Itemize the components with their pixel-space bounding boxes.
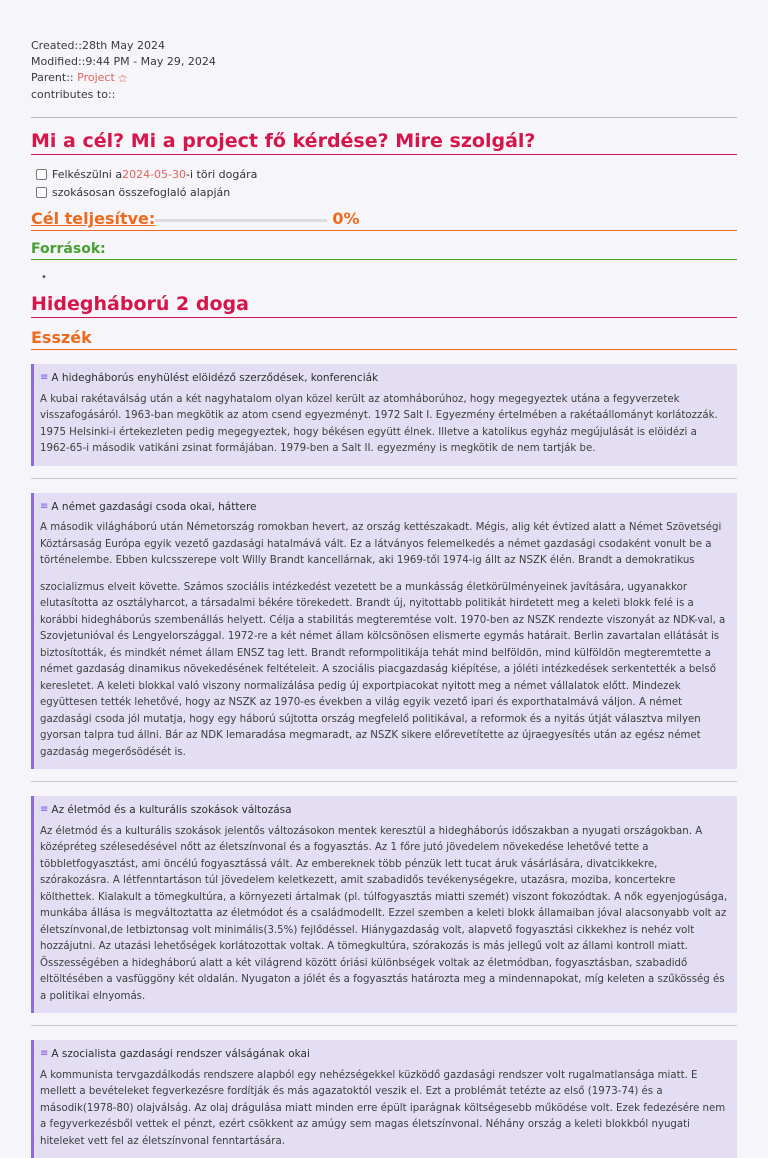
bullet-item: •: [41, 272, 47, 283]
callout-body-continued: szocializmus elveit követte. Számos szociális intézkedést vezetett be a munkásság életkörülményeinek javítására, ugyanakkor elutasította az osztályharcot, a társadalmi békére törekedett. Brandt új, nyitottabb politikát hirdetett meg a keleti blokk felé is a korábbi hidegháborús szembenállás helyett. Célja a stabilitás megteremtése volt. 1970-ben az NSZK rendezte viszonyát az NDK-val, a Szovjetunióval és Lengyelországgal. 1972-re a két német állam kölcsönösen elismerte egymás határait. Berlin zavartalan ellátását is biztosították, és mindkét német állam ENSZ tag lett. Brandt reformpolitikája tehát mind belföldön, mind külföldön megteremtette a német gazdaság dinamikus növekedésének feltételeit. A szociális piacgazdaság kiépítése, a jóléti intézkedések serkentették a belső keresletet. A keleti blokkal való viszony normalizálása pedig új exportpiacokat nyitott meg a német vállalatok előtt. Mindezek együttesen tették lehetővé, hogy az NSZK az 1970-es években a világ egyik vezető ipari és exporthatalmává váljon. A német gazdasági csoda jól mutatja, hogy egy háború sújtotta ország megfelelő politikával, a reformok és a nyitás útját választva milyen gyorsan talpra tud állni. Bár az NDK lemaradása megmaradt, az NSZK sikere előrevetítette az újraegyesítés után az egész német gazdaság megerősödését is.: [40, 581, 726, 758]
callout-title: A német gazdasági csoda okai, háttere: [51, 500, 257, 513]
list-icon: ≡: [40, 804, 49, 815]
date-link[interactable]: 2024-05-30: [122, 167, 187, 181]
sources-heading: Források:: [31, 241, 737, 260]
callout-body: A kommunista tervgazdálkodás rendszere alapból egy nehézségekkel küzködő gazdasági rendszer volt rugalmatlansága miatt. E mellett a bevételeket fegverkezésre fordítják és más agazatoktól veszik el. Ezt a problémát tetézte az első (1973-74) és a második(1978-80) olajválság. Az olaj drágulása miatt minden erre épült iparágnak költségesebb működése volt. Ezek fedezésére nem a fegyverkezésből vettek el pénzt, ezért csökkent az amúgy sem magas életszínvonal. Néhány ország a keleti blokkból nyugati hiteleket vett fel az életszínvonal fenntartására.: [40, 1069, 726, 1147]
divider: [31, 478, 737, 479]
task-item: Felkészülni a 2024-05-30 -i töri dogára: [36, 165, 737, 183]
callout-essay-4: [31, 1040, 737, 1158]
goal-heading: Mi a cél? Mi a project fő kérdése? Mire szolgál?: [31, 118, 737, 155]
task-list: [36, 165, 737, 201]
doc-title: Hidegháború 2 doga: [31, 293, 737, 318]
task-checkbox[interactable]: [36, 187, 47, 198]
task-checkbox[interactable]: [36, 169, 47, 180]
essays-heading: Esszék: [31, 328, 737, 350]
callout-essay-2: [31, 493, 737, 770]
created-field: Created::28th May 2024: [31, 39, 165, 52]
callout-essay-3: [31, 796, 737, 1013]
progress-value: 0%: [332, 209, 360, 228]
callout-title: A szocialista gazdasági rendszer válságának okai: [51, 1048, 310, 1060]
divider: [31, 781, 737, 782]
link-icon[interactable]: ⚝: [118, 74, 128, 84]
list-icon: ≡: [40, 1048, 49, 1059]
list-icon: ≡: [40, 372, 49, 383]
contributes-field: contributes to::: [31, 88, 116, 101]
callout-body: A kubai rakétaválság után a két nagyhatalom olyan közel került az atomháborúhoz, hogy megegyeztek utána a fegyverzetek visszafogásáról. 1963-ban megkötik az atom csend egyezményt. 1972 Salt I. Egyezmény értelmében a rakétaállományt korlátozzák. 1975 Helsinki-i értekezleten pedig megegyeztek, hogy békésen együtt élnek. Illetve a katolikus egyház megújulását is elöidézi a 1962-65-i második vatikáni zsinat formájában. 1979-ben a Salt II. egyezmény is megkötik de nem tartják be.: [40, 393, 718, 454]
callout-body: Az életmód és a kulturális szokások jelentős változásokon mentek keresztül a hidegháborús időszakban a nyugati országokban. A középréteg szélesedésével nőtt az életszínvonal és a fogyasztás. Az 1 főre jutó jövedelem növekedése lehetővé tette a többletfogyasztást, ami öncélú fogyasztássá vált. Az embereknek több pénzük lett tucat áruk vásárlására, divatcikkekre, szórakozásra. A létfenntartáson túl jövedelem keletkezett, amit szabadidős tevékenységekre, utazásra, moziba, koncertekre költhettek. Kialakult a tömegkultúra, a környezeti ártalmak (pl. túlfogyasztás miatti szemét) viszont fokozódtak. A nők egyenjogúsága, munkába állása is megváltoztatta az életmódot és a családmodellt. Ezzel szemben a keleti blokk államaiban jóval alacsonyabb volt az életszínvonal,de letbiztonsag volt minimális(3.5%) fejlődéssel. Hiánygazdaság volt, alapvető fogyasztási cikkekhez is nehéz volt hozzájutni. Az utazási lehetőségek korlátozottak voltak. A tömegkultúra, szórakozás is más jellegű volt az állami kontroll miatt. Összességében a hidegháború alatt a két világrend között óriási különbségek voltak az életmódban, fogyasztásban, szabadidő eltöltésében a vasfüggöny két oldalán. Nyugaton a jólét és a fogyasztás határozta meg a mindennapokat, míg keleten a szűkösség és a politikai elnyomás.: [40, 825, 728, 1002]
progress-label: Cél teljesítve:: [31, 209, 156, 228]
modified-field: Modified::9:44 PM - May 29, 2024: [31, 55, 216, 68]
parent-field: Parent:: Project ⚝: [31, 71, 128, 84]
progress-bar: [155, 219, 327, 222]
parent-link[interactable]: Project: [77, 71, 115, 84]
callout-title: Az életmód és a kulturális szokások változása: [51, 804, 292, 816]
task-item: szokásosan összefoglaló alapján: [36, 183, 737, 201]
list-icon: ≡: [40, 500, 49, 512]
divider: [31, 1025, 737, 1026]
callout-body: A második világháború után Németország romokban hevert, az ország kettészakadt. Mégis, alig két évtized alatt a Német Szövetségi Köztársaság Európa egyik vezető gazdasági hatalmává vált. Ez a látványos felemelkedés a német gazdasági csodaként vonult be a történelembe. Ebben kulcsszerepe volt Willy Brandt kancellárnak, aki 1969-től 1974-ig állt az NSZK élén. Brandt a demokratikus: [40, 522, 722, 566]
metadata: [31, 38, 737, 103]
progress-heading: [31, 209, 737, 231]
callout-title: A hidegháborús enyhülést elöidéző szerződések, konferenciák: [51, 372, 379, 384]
callout-essay-1: [31, 364, 737, 466]
